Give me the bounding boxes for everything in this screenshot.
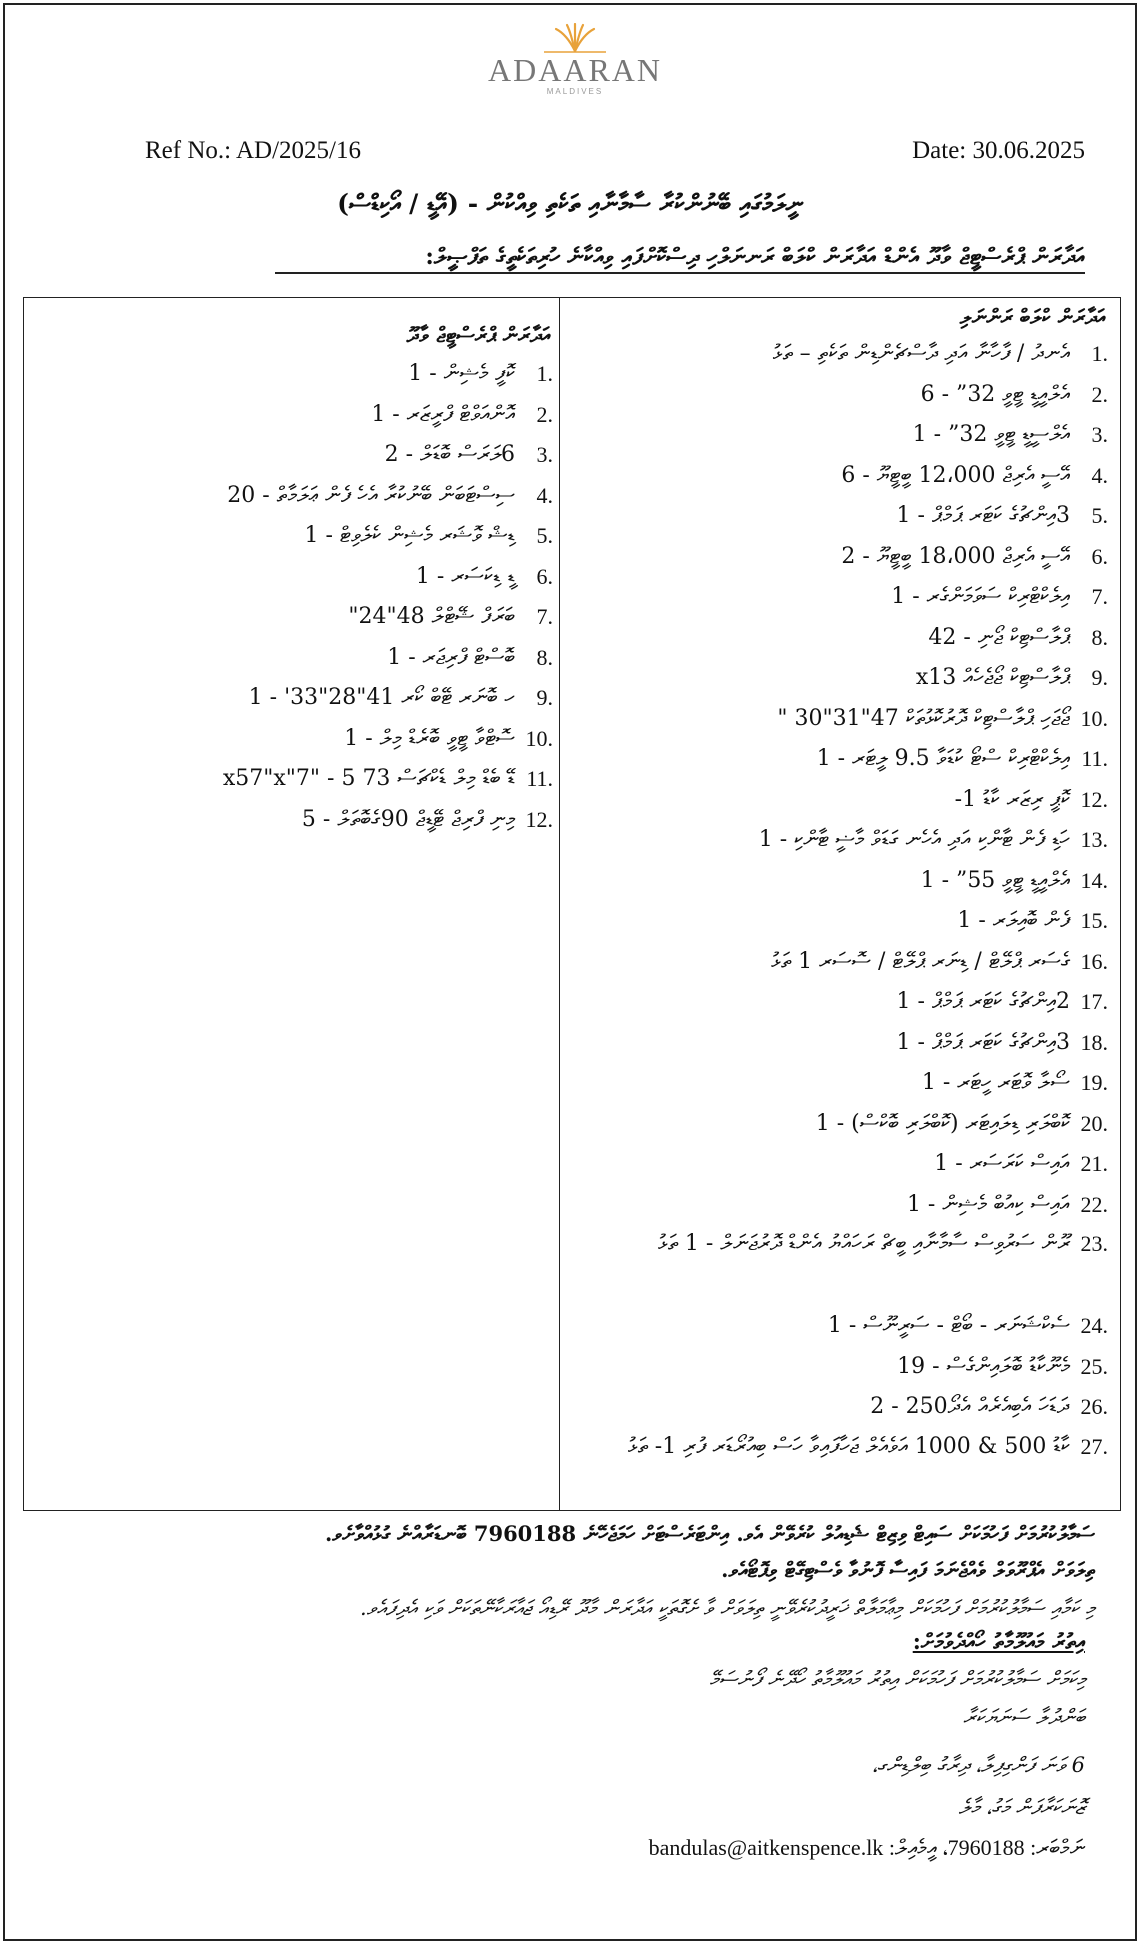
- items-table: [23, 297, 1121, 1511]
- item-text: އެނދު / ފާހާނާ އަދި ދާސްޗެންޑިން ތަކެތި – ތަޅު: [772, 341, 1070, 366]
- list-item: [916, 658, 1108, 698]
- item-text: ޕްލާސްޓިކް ޖޯނި - 42: [928, 624, 1070, 650]
- logo-subtitle: MALDIVES: [546, 87, 604, 96]
- item-number: 17.: [1080, 989, 1108, 1014]
- item-text: އެލްސީޑީ ޓީވީ 32” - 1: [912, 422, 1070, 447]
- contact-line-4: ޒޮނަކަރާފަން މަގު، މާލެ: [958, 1795, 1085, 1819]
- item-number: 9.: [536, 685, 553, 710]
- list-item: [570, 1428, 1108, 1466]
- list-item: [570, 1225, 1108, 1263]
- item-text: ފެން ބޮއިލަރ - 1: [957, 908, 1070, 933]
- list-item: [773, 334, 1108, 374]
- item-text: ބޮސްޓް ފްރިޖަރ - 1: [387, 644, 515, 670]
- item-text: ޑީ ޑިކަސަރ - 1: [415, 563, 515, 589]
- reference-number: Ref No.: AD/2025/16: [145, 137, 361, 164]
- item-number: 10.: [525, 725, 553, 751]
- contact-heading: އިތުރު މައުލޫމާތު ހޯއްދެވުމަށް:: [912, 1629, 1085, 1655]
- notice-paragraph-1: ސަމާލުކުރުމަށް ފަހުމަކަށް ސައިޓް ވިޒިޓް ޝެޑިއުލް ކުރެވޭން އެވ. އިންޓަރެސްޓަށް ހަމަޖެހޭނެ 7960188 ބޮނޑަރާއްނެ ގުޅުއްވާށެވ.: [325, 1521, 1095, 1546]
- item-number: 8.: [1091, 624, 1108, 650]
- item-number: 1.: [1091, 341, 1108, 366]
- notice-paragraph-2: ތިލަވަށް އެޕްރޫވަލް ވެއްޖެނަމަ ފައިސާ ފޮނުވާ ވެސްޓިގޭޓް ވިޕޮޓޯއެވ.: [721, 1557, 1095, 1582]
- item-number: 23.: [1080, 1231, 1108, 1256]
- left-column: [24, 298, 559, 1510]
- list-item: [870, 1387, 1108, 1427]
- right-column: [562, 298, 1114, 1510]
- item-text: ބަރަފް ޝޭޓްލް 48"24": [348, 604, 515, 629]
- item-text: ޕްލާސްޓިކް ޖޯޖެހެއް x13: [915, 665, 1070, 690]
- item-text: ޖޯޖަހި ޕްލާސްޓިކް ދޮރުކޮޅުތަކް 47"31"30 ": [777, 705, 1070, 731]
- document-date: Date: 30.06.2025: [912, 137, 1085, 164]
- item-number: 3.: [536, 442, 553, 467]
- item-number: 4.: [536, 482, 553, 508]
- list-item: [957, 901, 1108, 941]
- item-number: 25.: [1080, 1353, 1108, 1379]
- notice-paragraph-3: މި ކަމާއި ސަމާލުކުރުމަށް ފަހުމަކަށް މިޢާމަލާތް ޚަރީދުކުރެވޭނީ ތިލަވަށް ވާ ށެގޮތަކީ އަދާރަން މާދޫ ރޭޑިއޯ ޖައާރަކާނޭތަކަށް ވަކި އެދިފައެވ.: [360, 1596, 1095, 1620]
- item-text: އެލްއީޑީ ޓީވީ 55” - 1: [920, 867, 1070, 893]
- item-number: 7.: [536, 604, 553, 629]
- contact-email-phone: ނަމްބަރ: 7960188، އީމެއިލް: bandulas@aitkenspence.lk: [648, 1835, 1085, 1860]
- item-text: 2އިންޗުގެ ކަޓަރ ޕަމްޕް - 1: [896, 989, 1070, 1014]
- item-text: ސިސްޓަބަން ބޭނުކުރާ އެހެ ފެން ޢަލަމާތް - 20: [227, 482, 515, 508]
- list-item: [897, 496, 1108, 536]
- item-number: 22.: [1080, 1191, 1108, 1217]
- list-item: [816, 1104, 1108, 1144]
- item-number: 6.: [1091, 543, 1108, 569]
- item-text: ޑިޝް ވޮޝަރ މެޝިން ކެލެވިޓް - 1: [304, 523, 515, 548]
- list-item: [759, 820, 1108, 860]
- list-item: [817, 739, 1108, 779]
- right-column-heading: އަދާރަން ކްލަބް ރަންނަލި: [959, 304, 1106, 329]
- item-text: ރޫން ސަރުވިސް ސާމާނާއި ބީޗް ރަހައްޔު އެންޑް ދޮރުޖަނަލް - 1 ތަޅު: [658, 1231, 1070, 1256]
- item-number: 12.: [525, 806, 553, 832]
- item-number: 2.: [536, 401, 553, 427]
- item-text: 6ލަރަސް ބޮޑަލް - 2: [384, 442, 515, 467]
- adaaran-logo: [485, 23, 665, 96]
- item-text: ކާޑު 500 & 1000 އަވެއެލް ޖަހާފައިވާ ހަސް ބިއުރޯޑަރ ފުރި 1- ތަޅު: [627, 1433, 1070, 1459]
- item-number: 5.: [536, 523, 553, 548]
- contact-line-3: 6 ވަނަ ފަންގިފިލާ، ދިރާގު ބިލްޑިންގ،: [871, 1753, 1085, 1777]
- item-text: އޭސީ އެރިޖް 12،000 ބީޓީޔޫ - 6: [841, 462, 1070, 488]
- left-column-heading: އަދާރަން ޕްރެސްޓީޖް ވާދޫ: [406, 322, 551, 347]
- palm-fan-icon: [540, 23, 610, 53]
- item-text: ސެކްޝަނަރ - ބޯޓް - ސަރީނޫސް - 1: [827, 1313, 1070, 1338]
- list-item: [897, 982, 1108, 1022]
- list-item: [223, 759, 553, 799]
- document-title: ނީލަމުގައި ބޭނުންކުރާ ސާމާނާއި ތަކެތި ވިއްކުން - (އޭޑީ / އޯކިޑްސް): [337, 189, 803, 218]
- list-item: [841, 537, 1108, 577]
- item-number: 2.: [1091, 381, 1108, 407]
- item-number: 9.: [1091, 665, 1108, 690]
- list-item: [344, 719, 553, 759]
- item-number: 1.: [536, 361, 553, 386]
- list-item: [921, 375, 1108, 415]
- item-text: ހަޑި ފެން ޓާންކި އަދި އެހެނ ގަޑަވް މާޟީ ޓާންކި - 1: [758, 827, 1070, 852]
- item-text: ގެސަރ ޕްލޭޓް / ޑިނަރ ޕްލޭޓް / ސޮސަރ 1 ތަޅު: [771, 948, 1070, 974]
- item-text: އައިސް ކިއުބް މެޝިން - 1: [906, 1191, 1070, 1217]
- item-text: އޭސީ އެރިޖް 18،000 ބީޓީޔޫ - 2: [841, 543, 1070, 569]
- item-number: 3.: [1091, 422, 1108, 447]
- item-number: 10.: [1080, 705, 1108, 731]
- list-item: [771, 942, 1108, 982]
- item-number: 27.: [1080, 1433, 1108, 1459]
- item-text: ކޮބްލަރި ޑިލައިޓަރ (ކޮބްލަރި ބޮކްސް) - 1: [815, 1110, 1070, 1136]
- list-item: [897, 1023, 1108, 1063]
- item-text: އިލެކްޓްރިކް ސްޓޯ ކުޑަވާ 9.5 ލީޓަރ - 1: [816, 746, 1070, 771]
- item-text: އެލްއީޑީ ޓީވީ 32” - 6: [920, 381, 1070, 407]
- item-text: ޑޭ ބެޑް މިލް ޑެކްޗަސް 73 5 - "7"x57"x: [222, 766, 515, 791]
- contact-line-1: މިކަމަށް ސަމާލުކުރުމަށް ފަހުމަކަށް އިތުރު މައުލޫމާތު ހޯދޭނެ ފޯނުސަމޭ: [709, 1667, 1085, 1691]
- item-text: ދަޑަހަ އެބިއެރެއް އެދޯ250 - 2: [870, 1394, 1070, 1419]
- document-page: [3, 3, 1137, 1941]
- item-number: 20.: [1080, 1110, 1108, 1136]
- item-number: 16.: [1080, 948, 1108, 974]
- list-item: [408, 354, 553, 394]
- item-text: ސޯލާ ވޮޓަރ ހީޓަރ - 1: [921, 1070, 1070, 1095]
- item-text: އޮންއަވްޓް ފްރީޒަރ - 1: [371, 401, 515, 427]
- list-item: [387, 638, 553, 678]
- item-number: 18.: [1080, 1029, 1108, 1055]
- item-number: 26.: [1080, 1394, 1108, 1419]
- item-number: 7.: [1091, 584, 1108, 609]
- item-number: 19.: [1080, 1070, 1108, 1095]
- list-item: [928, 618, 1108, 658]
- item-number: 13.: [1080, 827, 1108, 852]
- item-text: އިލެކްޓްރިކް ސަވަމަންގެރ - 1: [891, 584, 1070, 609]
- item-number: 15.: [1080, 908, 1108, 933]
- list-item: [348, 597, 553, 637]
- item-text: އައިސް ކަރަސަރ - 1: [934, 1151, 1070, 1176]
- column-divider: [559, 298, 560, 1510]
- item-number: 21.: [1080, 1151, 1108, 1176]
- list-item: [913, 415, 1108, 455]
- item-number: 11.: [1081, 746, 1108, 771]
- item-number: 24.: [1080, 1313, 1108, 1338]
- document-subtitle: އަދާރަން ޕްރެސްޓީޖް ވާދޫ އެންޑް އަދާރަން ކްލަބް ރަނނަލްހި ދިސްކޮށްފައި ވިއްކާނެ ހުރިތަކެތީގެ ތަފްޞީލް:: [275, 243, 1085, 274]
- item-text: މެނޫކާޑު ބޮލައިންގެސް - 19: [897, 1353, 1070, 1379]
- list-item: [841, 456, 1108, 496]
- item-text: ކޮޕީ ރިޒަރ ކާޑު 1-: [954, 786, 1070, 812]
- list-item: [897, 1347, 1108, 1387]
- item-text: 3އިންޗުގެ ކަޓަރ ޕަމްޕް - 1: [896, 503, 1070, 528]
- list-item: [934, 1144, 1108, 1184]
- list-item: [371, 395, 553, 435]
- list-item: [385, 435, 553, 475]
- list-item: [302, 800, 553, 840]
- list-item: [227, 476, 553, 516]
- item-number: 14.: [1080, 867, 1108, 893]
- item-number: 8.: [536, 644, 553, 670]
- list-item: [416, 557, 553, 597]
- list-item: [249, 678, 553, 718]
- list-item: [921, 861, 1108, 901]
- list-item: [955, 780, 1108, 820]
- item-number: 12.: [1080, 786, 1108, 812]
- item-number: 6.: [536, 563, 553, 589]
- item-text: 3އިންޗުގެ ކަޓަރ ޕަމްޕް - 1: [896, 1029, 1070, 1055]
- item-number: 11.: [526, 766, 553, 791]
- list-item: [777, 699, 1108, 739]
- item-number: 4.: [1091, 462, 1108, 488]
- list-item: [907, 1185, 1108, 1225]
- list-item: [304, 516, 553, 556]
- list-item: [891, 577, 1108, 617]
- item-text: ހ ބޮނަރ ޓޭބް ކޯރ 41"28"33' - 1: [248, 685, 515, 710]
- list-item: [828, 1306, 1108, 1346]
- logo-brand: ADAARAN: [488, 52, 662, 88]
- item-text: މިނި ފްރިޖް ޓޭޑީޖް 90ގެބޮތަލް - 5: [301, 806, 515, 832]
- contact-line-2: ބަންދުލާ ސަނަޔަކަރާ: [963, 1705, 1085, 1729]
- item-text: ކޮފީ މެޝިން - 1: [408, 361, 515, 386]
- list-item: [922, 1063, 1108, 1103]
- item-number: 5.: [1091, 503, 1108, 528]
- item-text: ސޮޓްވާ ޓީވީ ބޮރެޑް މިލް - 1: [344, 725, 515, 751]
